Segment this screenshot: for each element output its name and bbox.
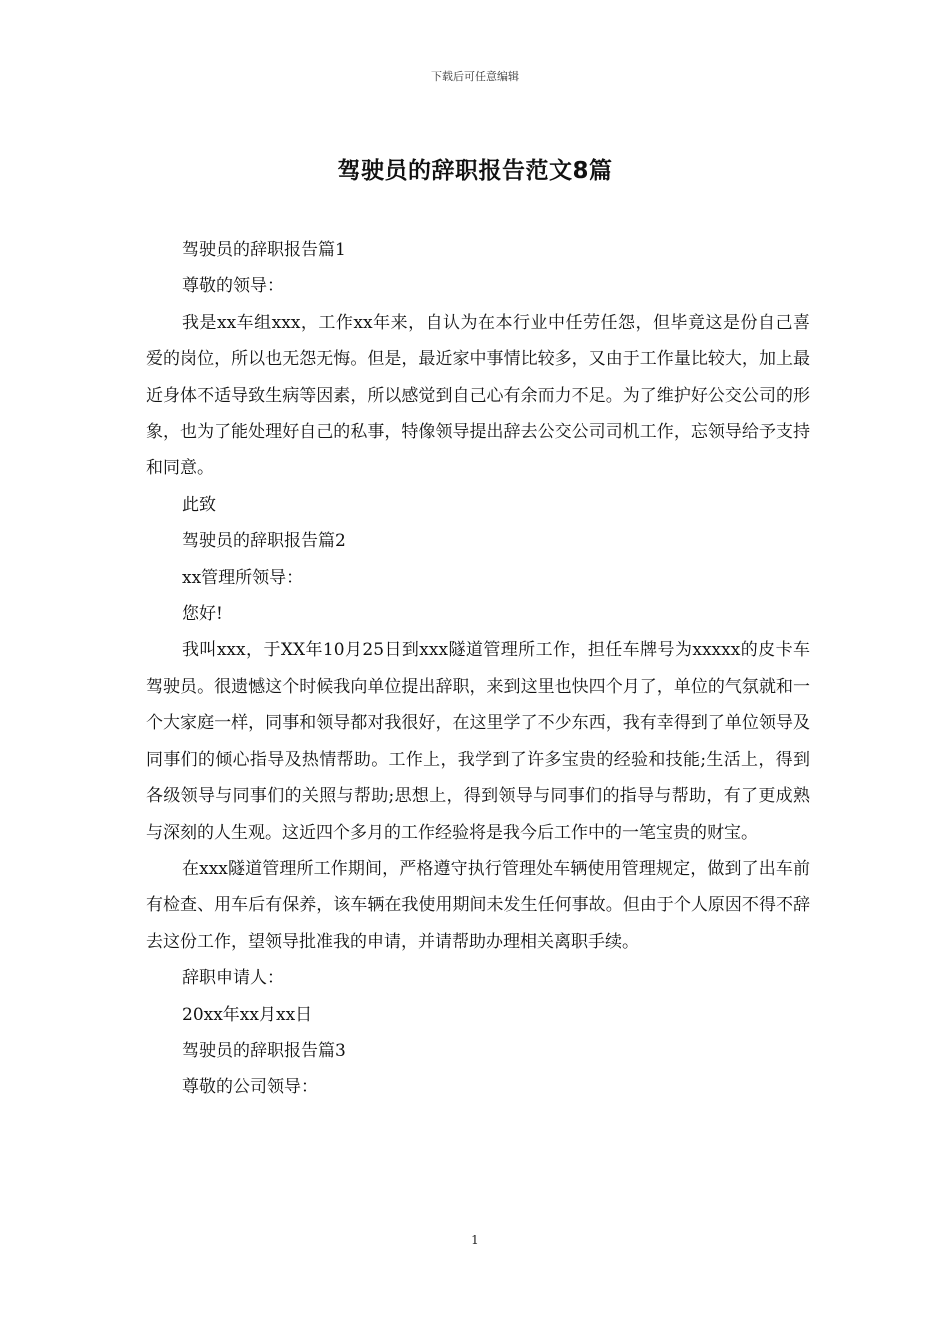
body-paragraph-2: 我叫xxx，于XX年10月25日到xxx隧道管理所工作，担任车牌号为xxxxx的皮卡车驾驶员。很遗憾这个时候我向单位提出辞职，来到这里也快四个月了，单位的气氛就和一个大家庭一样，同事和领导都对我很好，在这里学了不少东西，我有幸得到了单位领导及同事们的倾心指导及热情帮助。工作上，我学到了许多宝贵的经验和技能;生活上，得到各级领导与同事们的关照与帮助;思想上，得到领导与同事们的指导与帮助，有了更成熟与深刻的人生观。这近四个多月的工作经验将是我今后工作中的一笔宝贵的财宝。	[146, 640, 810, 843]
section-heading-1: 驾驶员的辞职报告篇1	[182, 240, 346, 260]
body-paragraph-3: 在xxx隧道管理所工作期间，严格遵守执行管理处车辆使用管理规定，做到了出车前有检查、用车后有保养，该车辆在我使用期间未发生任何事故。但由于个人原因不得不辞去这份工作，望领导批准我的申请，并请帮助办理相关离职手续。	[146, 858, 810, 952]
salutation-3: 尊敬的公司领导：	[182, 1077, 318, 1098]
header-note: 下载后可任意编辑	[431, 70, 519, 83]
body-paragraph-1: 我是xx车组xxx，工作xx年来，自认为在本行业中任劳任怨，但毕竟这是份自己喜爱的岗位，所以也无怨无悔。但是，最近家中事情比较多，又由于工作量比较大，加上最近身体不适导致生病等因素，所以感觉到自己心有余而力不足。为了维护好公交公司的形象，也为了能处理好自己的私事，特像领导提出辞去公交公司司机工作，忘领导给予支持和同意。	[146, 312, 810, 479]
applicant-label: 辞职申请人：	[182, 968, 284, 989]
section-heading-3: 驾驶员的辞职报告篇3	[182, 1040, 346, 1061]
date-line: 20xx年xx月xx日	[182, 1004, 313, 1025]
salutation-1: 尊敬的领导：	[182, 276, 284, 297]
section-heading-2: 驾驶员的辞职报告篇2	[182, 531, 346, 552]
closing-1: 此致	[182, 494, 216, 515]
salutation-2: xx管理所领导：	[182, 567, 304, 588]
page-number: 1	[471, 1233, 479, 1247]
greeting-2: 您好!	[182, 604, 223, 625]
document-title: 驾驶员的辞职报告范文8篇	[337, 158, 613, 184]
document-body	[146, 232, 810, 1106]
